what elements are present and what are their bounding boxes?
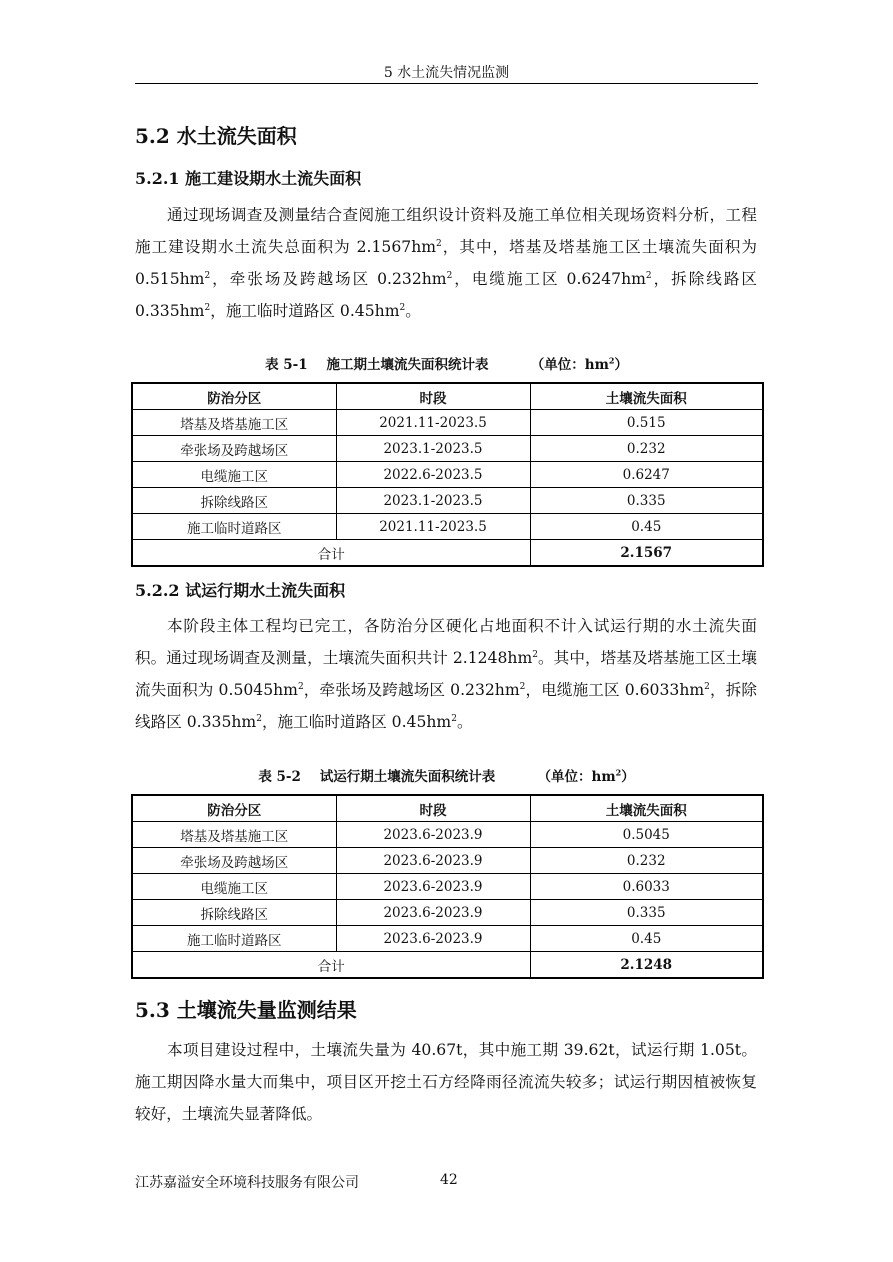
cell-zone: 塔基及塔基施工区 xyxy=(132,410,336,436)
table-row xyxy=(132,514,763,540)
cell-zone: 电缆施工区 xyxy=(132,874,336,900)
cell-area: 0.515 xyxy=(530,410,763,436)
cell-area: 0.5045 xyxy=(530,822,763,848)
table-header-row xyxy=(132,795,763,822)
table-5-2-caption: 表 5-2 试运行期土壤流失面积统计表 （单位：$hm^2$） xyxy=(258,767,635,785)
cell-zone: 牵张场及跨越场区 xyxy=(132,848,336,874)
cell-area: 0.335 xyxy=(530,488,763,514)
footer-company: 江苏嘉溢安全环境科技服务有限公司 xyxy=(135,1175,359,1191)
cell-period: 2021.11-2023.5 xyxy=(336,514,530,540)
cell-period: 2023.6-2023.9 xyxy=(336,874,530,900)
total-label: 合计 xyxy=(132,952,530,979)
header-period: 时段 xyxy=(336,795,530,822)
table-row xyxy=(132,436,763,462)
cell-zone: 牵张场及跨越场区 xyxy=(132,436,336,462)
running-header: 5 水土流失情况监测 xyxy=(383,65,510,81)
table-5-1-caption: 表 5-1 施工期土壤流失面积统计表 （单位：$hm^2$） xyxy=(265,355,628,373)
table-row xyxy=(132,462,763,488)
table-row xyxy=(132,822,763,848)
cell-zone: 施工临时道路区 xyxy=(132,514,336,540)
cell-zone: 施工临时道路区 xyxy=(132,926,336,952)
cell-zone: 塔基及塔基施工区 xyxy=(132,822,336,848)
table-5-1 xyxy=(131,382,764,567)
section-5-3-title: 5.3 土壤流失量监测结果 xyxy=(135,998,357,1022)
section-5-2-title: 5.2 水土流失面积 xyxy=(135,124,297,148)
section-5-2-1-title: 5.2.1 施工建设期水土流失面积 xyxy=(135,169,362,188)
cell-period: 2023.6-2023.9 xyxy=(336,926,530,952)
cell-period: 2023.1-2023.5 xyxy=(336,436,530,462)
table-row xyxy=(132,874,763,900)
table-header-row xyxy=(132,383,763,410)
total-value: 2.1567 xyxy=(530,540,763,567)
table-row xyxy=(132,410,763,436)
header-area: 土壤流失面积 xyxy=(530,795,763,822)
cell-period: 2023.6-2023.9 xyxy=(336,822,530,848)
cell-area: 0.335 xyxy=(530,900,763,926)
total-label: 合计 xyxy=(132,540,530,567)
table-row xyxy=(132,900,763,926)
section-5-3-paragraph: 本项目建设过程中，土壤流失量为 40.67t，其中施工期 39.62t，试运行期 1.05t。施工期因降水量大而集中，项目区开挖土石方经降雨径流流失较多；试运行期因植被恢复较好，土壤流失显著降低。 xyxy=(135,1041,757,1123)
header-zone: 防治分区 xyxy=(132,795,336,822)
section-5-2-1-paragraph: 通过现场调查及测量结合查阅施工组织设计资料及施工单位相关现场资料分析，工程施工建设期水土流失总面积为 $2.1567hm^2$，其中，塔基及塔基施工区土壤流失面积为 $0.515hm^2$，牵张场及跨越场区 $0.232hm^2$，电缆施工区 $0.6247hm^2$，拆除线路区 $0.335hm^2$，施工临时道路区 $0.45hm^2$。 xyxy=(135,206,757,320)
table-row xyxy=(132,848,763,874)
table-total-row xyxy=(132,952,763,979)
cell-area: 0.45 xyxy=(530,514,763,540)
cell-zone: 电缆施工区 xyxy=(132,462,336,488)
header-zone: 防治分区 xyxy=(132,383,336,410)
section-5-2-2-title: 5.2.2 试运行期水土流失面积 xyxy=(135,581,346,600)
total-value: 2.1248 xyxy=(530,952,763,979)
table-5-2 xyxy=(131,794,764,979)
cell-area: 0.232 xyxy=(530,436,763,462)
header-rule xyxy=(135,83,758,84)
cell-period: 2022.6-2023.5 xyxy=(336,462,530,488)
cell-area: 0.6033 xyxy=(530,874,763,900)
header-period: 时段 xyxy=(336,383,530,410)
cell-zone: 拆除线路区 xyxy=(132,900,336,926)
section-5-2-2-paragraph: 本阶段主体工程均已完工，各防治分区硬化占地面积不计入试运行期的水土流失面积。通过现场调查及测量，土壤流失面积共计 $2.1248hm^2$。其中，塔基及塔基施工区土壤流失面积为 $0.5045hm^2$，牵张场及跨越场区 $0.232hm^2$，电缆施工区 $0.6033hm^2$，拆除线路区 $0.335hm^2$，施工临时道路区 $0.45hm^2$。 xyxy=(135,617,757,731)
header-area: 土壤流失面积 xyxy=(530,383,763,410)
cell-zone: 拆除线路区 xyxy=(132,488,336,514)
cell-area: 0.45 xyxy=(530,926,763,952)
cell-period: 2023.6-2023.9 xyxy=(336,848,530,874)
cell-period: 2023.6-2023.9 xyxy=(336,900,530,926)
page-number: 42 xyxy=(440,1172,458,1188)
cell-area: 0.232 xyxy=(530,848,763,874)
cell-period: 2023.1-2023.5 xyxy=(336,488,530,514)
cell-area: 0.6247 xyxy=(530,462,763,488)
cell-period: 2021.11-2023.5 xyxy=(336,410,530,436)
table-row xyxy=(132,926,763,952)
table-total-row xyxy=(132,540,763,567)
table-row xyxy=(132,488,763,514)
